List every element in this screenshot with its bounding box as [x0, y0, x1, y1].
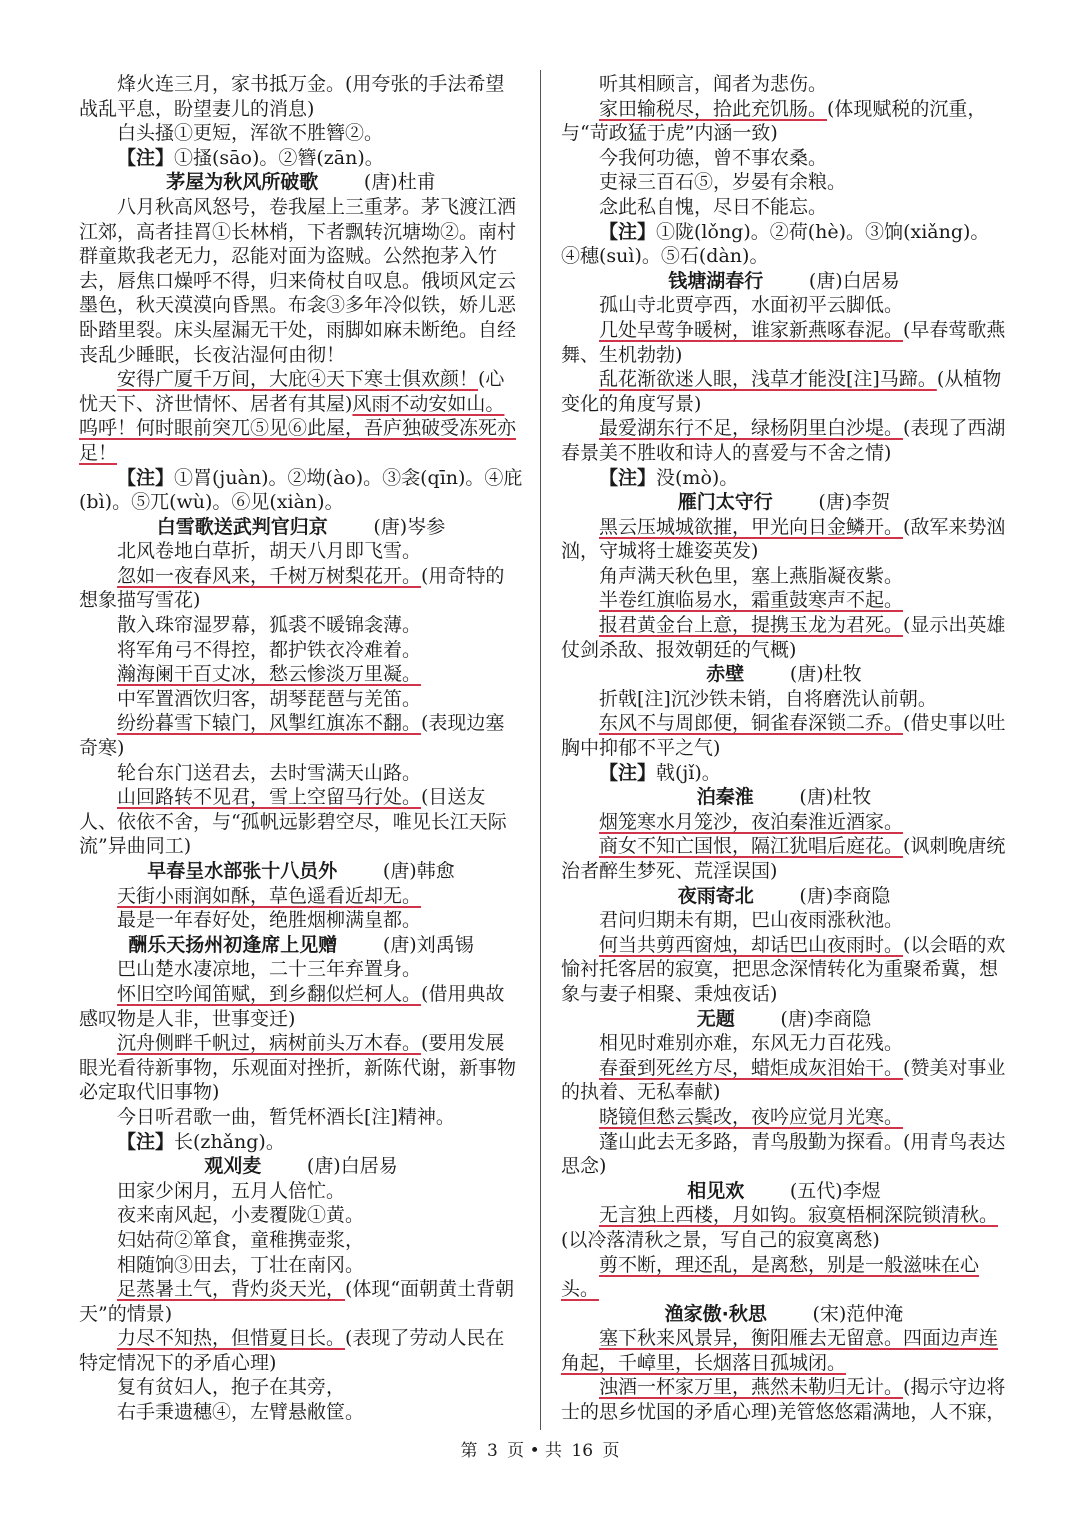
verse-line — [79, 564, 523, 613]
verse-line — [561, 1031, 1007, 1056]
verse-line — [79, 1203, 523, 1228]
poem-title: 茅屋为秋风所破歌 — [166, 171, 319, 194]
verse-line — [79, 1277, 523, 1326]
verse-commentary: (借用典故感叹物是人非，世事变迁) — [79, 982, 505, 1030]
verse-line — [79, 908, 523, 933]
verse-line — [79, 1031, 523, 1105]
poem-title-line — [79, 1154, 523, 1179]
note-label: 【注】 — [599, 220, 657, 243]
verse-commentary: (表现边塞奇寒) — [79, 712, 505, 760]
key-verse: 塞下秋来风景异，衡阳雁去无留意。四面边声连角起，千嶂里，长烟落日孤城闭。 — [561, 1327, 999, 1374]
key-verse: 浊酒一杯家万里，燕然未勒归无计。 — [599, 1376, 904, 1399]
verse-commentary: (体现“面朝黄土背朝天”的情景) — [79, 1278, 515, 1325]
verse-line — [561, 1056, 1007, 1105]
verse-line — [79, 662, 523, 687]
verse-text: 将军角弓不得控，都护铁衣冷难着。 — [117, 638, 422, 661]
key-verse: 晓镜但愁云鬓改，夜吟应觉月光寒。 — [599, 1105, 904, 1128]
key-verse: 怀旧空吟闻笛赋，到乡翻似烂柯人。 — [117, 982, 422, 1005]
poem-title: 相见欢 — [687, 1179, 745, 1202]
verse-text: 巴山楚水凄凉地，二十三年弃置身。 — [117, 958, 422, 981]
note-text: 没(mò)。 — [656, 466, 739, 489]
verse-line — [79, 1105, 523, 1130]
verse-line — [561, 1253, 1007, 1302]
verse-line — [561, 613, 1007, 662]
poem-author: (唐)李贺 — [818, 491, 891, 514]
verse-text: 妇姑荷②箪食，童稚携壶浆， — [117, 1228, 365, 1251]
verse-line — [561, 1130, 1007, 1179]
key-verse: 足蒸暑土气，背灼炎天光， — [117, 1278, 346, 1301]
verse-commentary: (早春莺歌燕舞、生机勃勃) — [561, 318, 1006, 366]
footer-total-pages: 16 — [571, 1441, 594, 1461]
verse-commentary: (目送友人、依依不舍，与“孤帆远影碧空尽，唯见长江天际流”异曲同工) — [79, 786, 507, 858]
verse-line — [561, 97, 1007, 146]
verse-line — [561, 195, 1007, 220]
annotation-note — [79, 1130, 523, 1155]
poem-title-line — [79, 515, 523, 540]
verse-line — [79, 1400, 523, 1425]
verse-line — [79, 1179, 523, 1204]
verse-line — [561, 810, 1007, 835]
verse-text: 君问归期未有期，巴山夜雨涨秋池。 — [599, 909, 904, 932]
verse-text: 蓬山此去无多路，青鸟殷勤为探看。 — [599, 1130, 904, 1153]
verse-line — [79, 72, 523, 121]
poem-author: (五代)李煜 — [789, 1179, 881, 1202]
poem-title-line — [79, 859, 523, 884]
annotation-note — [561, 466, 1007, 491]
poem-author: (唐)李商隐 — [799, 884, 891, 907]
verse-line — [79, 687, 523, 712]
poem-author: (唐)李商隐 — [780, 1007, 872, 1030]
key-verse: 烟笼寒水月笼沙，夜泊秦淮近酒家。 — [599, 810, 904, 833]
verse-text: 念此私自愧，尽日不能忘。 — [599, 195, 828, 218]
poem-author: (宋)范仲淹 — [812, 1302, 904, 1325]
verse-text: 最是一年春好处，绝胜烟柳满皇都。 — [117, 909, 422, 932]
note-label: 【注】 — [117, 146, 175, 169]
verse-text: 吏禄三百石⑤，岁晏有余粮。 — [599, 171, 847, 194]
key-verse: 瀚海阑干百丈冰，愁云惨淡万里凝。 — [117, 663, 422, 686]
poem-title: 无题 — [696, 1007, 735, 1030]
key-verse: 黑云压城城欲摧，甲光向日金鳞开。 — [599, 515, 904, 538]
annotation-note — [561, 761, 1007, 786]
key-verse: 沉舟侧畔千帆过，病树前头万木春。 — [117, 1032, 422, 1055]
note-text: 长(zhǎng)。 — [174, 1130, 285, 1153]
left-column — [79, 72, 523, 1425]
verse-text: 角声满天秋色里，塞上燕脂凝夜紫。 — [599, 564, 904, 587]
poem-title: 夜雨寄北 — [677, 884, 754, 907]
note-text: 戟(jǐ)。 — [656, 761, 721, 784]
verse-text: 折戟[注]沉沙铁未销，自将磨洗认前朝。 — [599, 687, 937, 710]
verse-line — [561, 293, 1007, 318]
key-verse: 乱花渐欲迷人眼，浅草才能没[注]马蹄。 — [599, 368, 937, 391]
verse-line — [561, 318, 1007, 367]
poem-title-line — [561, 1179, 1007, 1204]
verse-line — [79, 957, 523, 982]
key-verse: 风雨不动安如山。呜呼！何时眼前突兀⑤见⑥此屋，吾庐独破受冻死亦足！ — [79, 392, 517, 464]
verse-commentary: (借史事以吐胸中抑郁不平之气) — [561, 712, 1006, 760]
note-label: 【注】 — [117, 466, 175, 489]
verse-line — [79, 121, 523, 146]
verse-line — [561, 416, 1007, 465]
footer-prefix: 第 — [460, 1441, 478, 1461]
poem-title-line — [561, 884, 1007, 909]
poem-title: 泊秦淮 — [696, 786, 754, 809]
verse-line — [79, 982, 523, 1031]
key-verse: 忽如一夜春风来，千树万树梨花开。 — [117, 564, 422, 587]
poem-author: (唐)杜牧 — [799, 786, 872, 809]
verse-text: 右手秉遗穗④，左臂悬敝筐。 — [117, 1401, 365, 1424]
key-verse: 春蚕到死丝方尽，蜡炬成灰泪始干。 — [599, 1056, 904, 1079]
key-verse: 半卷红旗临易水，霜重鼓寒声不起。 — [599, 589, 904, 612]
verse-line — [561, 367, 1007, 416]
verse-commentary: (要用发展眼光看待新事物，乐观面对挫折，新陈代谢，新事物必定取代旧事物) — [79, 1032, 517, 1104]
poem-author: (唐)韩愈 — [382, 860, 455, 882]
key-verse: 家田输税尽，拾此充饥肠。 — [599, 97, 828, 120]
verse-text: 轮台东门送君去，去时雪满天山路。 — [117, 761, 422, 784]
note-label: 【注】 — [117, 1130, 175, 1153]
verse-commentary: (体现赋税的沉重，与“苛政猛于虎”内涵一致) — [561, 97, 987, 145]
key-verse: 无言独上西楼，月如钩。寂寞梧桐深院锁清秋。 — [599, 1204, 999, 1227]
verse-line — [561, 711, 1007, 760]
poem-title: 观刈麦 — [204, 1155, 262, 1178]
verse-text: 复有贫妇人，抱子在其旁， — [117, 1376, 346, 1399]
note-text: ①罥(juàn)。②坳(ào)。③衾(qīn)。④庇(bì)。⑤兀(wù)。⑥见(xiàn)。 — [79, 466, 523, 514]
verse-line — [79, 638, 523, 663]
verse-text: 夜来南风起，小麦覆陇①黄。 — [117, 1204, 365, 1227]
verse-commentary: (讽刺晚唐统治者醉生梦死、荒淫误国) — [561, 835, 1006, 882]
poem-title-line — [79, 933, 523, 958]
poem-title-line — [561, 785, 1007, 810]
verse-text: 羌管悠悠霜满地，人不寐， — [777, 1401, 1006, 1424]
verse-line — [561, 687, 1007, 712]
verse-line — [561, 908, 1007, 933]
key-verse: 安得广厦千万间，大庇④天下寒士俱欢颜！ — [117, 368, 479, 391]
verse-commentary: (表现了西湖春景美不胜收和诗人的喜爱与不舍之情) — [561, 417, 1006, 464]
verse-text: 白头搔①更短，浑欲不胜簪②。 — [117, 122, 384, 145]
verse-text: 北风卷地白草折，胡天八月即飞雪。 — [117, 540, 422, 563]
verse-line — [79, 761, 523, 786]
verse-commentary: (从植物变化的角度写景) — [561, 368, 1002, 415]
poem-title: 钱塘湖春行 — [668, 269, 764, 292]
key-verse: 几处早莺争暖树，谁家新燕啄春泥。 — [599, 318, 904, 341]
note-label: 【注】 — [599, 761, 657, 784]
verse-commentary: (赞美对事业的执着、无私奉献) — [561, 1056, 1006, 1104]
verse-line — [561, 72, 1007, 97]
poem-title-line — [561, 269, 1007, 294]
verse-line — [79, 1253, 523, 1278]
verse-commentary: (揭示守边将士的思乡忧国的矛盾心理) — [561, 1376, 1006, 1424]
key-verse: 力尽不知热，但惜夏日长。 — [117, 1327, 346, 1350]
key-verse: 何当共剪西窗烛，却话巴山夜雨时。 — [599, 933, 904, 956]
verse-commentary: (以会晤的欢愉衬托客居的寂寞，把思念深情转化为重聚希冀，想象与妻子相聚、秉烛夜话) — [561, 933, 1006, 1005]
footer-suffix: 页 — [602, 1441, 620, 1461]
verse-line — [561, 1105, 1007, 1130]
verse-text: 八月秋高风怒号，卷我屋上三重茅。茅飞渡江洒江郊，高者挂罥①长林梢，下者飘转沉塘坳②。南村群童欺我老无力，忍能对面为盗贼。公然抱茅入竹去，唇焦口燥呼不得，归来倚杖自叹息。俄顷风定云墨色，秋天漠漠向昏黑。布衾③多年冷似铁，娇儿恶卧踏里裂。床头屋漏无干处，雨脚如麻未断绝。自经丧乱少睡眠，长夜沾湿何由彻！ — [79, 195, 517, 366]
verse-line — [79, 1228, 523, 1253]
verse-line — [561, 834, 1007, 883]
verse-line — [561, 588, 1007, 613]
poem-author: (唐)白居易 — [808, 269, 900, 292]
verse-line — [561, 1203, 1007, 1252]
key-verse: 山回路转不见君，雪上空留马行处。 — [117, 786, 422, 809]
verse-text: 今日听君歌一曲，暂凭杯酒长[注]精神。 — [117, 1105, 455, 1128]
verse-line — [79, 367, 523, 465]
key-verse: 纷纷暮雪下辕门，风掣红旗冻不翻。 — [117, 712, 422, 735]
key-verse: 剪不断，理还乱，是离愁，别是一般滋味在心头。 — [561, 1253, 980, 1301]
note-text: ①陇(lǒng)。②荷(hè)。③饷(xiǎng)。④穗(suì)。⑤石(dàn)。 — [561, 220, 990, 268]
poem-author: (唐)杜牧 — [789, 663, 862, 686]
verse-text: 孤山寺北贾亭西，水面初平云脚低。 — [599, 294, 904, 317]
poem-title-line — [561, 1007, 1007, 1032]
page-footer — [0, 1436, 1080, 1461]
verse-text: 相随饷③田去，丁壮在南冈。 — [117, 1253, 365, 1276]
key-verse: 商女不知亡国恨，隔江犹唱后庭花。 — [599, 835, 904, 858]
footer-page-number: 3 — [486, 1441, 498, 1461]
verse-line — [561, 933, 1007, 1007]
verse-commentary: (敌军来势汹汹，守城将士雄姿英发) — [561, 515, 1006, 563]
verse-line — [79, 1375, 523, 1400]
verse-commentary: (心忧天下、济世情怀、居者有其屋) — [79, 368, 505, 415]
key-verse: 最爱湖东行不足，绿杨阴里白沙堤。 — [599, 417, 904, 440]
verse-commentary: (表现了劳动人民在特定情况下的矛盾心理) — [79, 1327, 505, 1374]
poem-author: (唐)白居易 — [306, 1155, 398, 1178]
verse-text: 听其相顾言，闻者为悲伤。 — [599, 73, 828, 95]
poem-title-line — [561, 1302, 1007, 1327]
verse-line — [79, 539, 523, 564]
verse-line — [79, 884, 523, 909]
verse-text: 相见时难别亦难，东风无力百花残。 — [599, 1032, 904, 1055]
verse-line — [79, 1326, 523, 1375]
verse-line — [561, 146, 1007, 171]
verse-commentary: (显示出英雄仗剑杀敌、报效朝廷的气概) — [561, 614, 1006, 661]
verse-text: 烽火连三月，家书抵万金。 — [117, 73, 346, 95]
poem-title: 雁门太守行 — [677, 491, 773, 514]
footer-mid: 页 • 共 — [507, 1441, 563, 1461]
column-divider — [540, 70, 541, 1430]
verse-commentary: (用夸张的手法希望战乱平息，盼望妻儿的消息) — [79, 73, 505, 120]
verse-text: 中军置酒饮归客，胡琴琵琶与羌笛。 — [117, 687, 422, 710]
poem-title-line — [561, 662, 1007, 687]
poem-title-line — [561, 490, 1007, 515]
right-column — [561, 72, 1007, 1425]
verse-line — [561, 515, 1007, 564]
verse-line — [79, 613, 523, 638]
poem-title: 白雪歌送武判官归京 — [156, 515, 328, 538]
poem-title-line — [79, 170, 523, 195]
key-verse: 天街小雨润如酥，草色遥看近却无。 — [117, 884, 422, 907]
poem-author: (唐)岑参 — [373, 515, 446, 538]
key-verse: 东风不与周郎便，铜雀春深锁二乔。 — [599, 712, 904, 735]
verse-commentary: (以冷落清秋之景，写自己的寂寞离愁) — [561, 1228, 880, 1251]
verse-text: 散入珠帘湿罗幕，狐裘不暖锦衾薄。 — [117, 614, 422, 637]
annotation-note — [561, 220, 1007, 269]
verse-line — [79, 711, 523, 760]
poem-author: (唐)杜甫 — [363, 171, 436, 194]
verse-commentary: (用奇特的想象描写雪花) — [79, 564, 505, 612]
verse-text: 今我何功德，曾不事农桑。 — [599, 146, 828, 169]
verse-line — [561, 1375, 1007, 1424]
poem-title: 赤壁 — [706, 663, 745, 686]
verse-line — [79, 785, 523, 859]
note-text: ①搔(sāo)。②簪(zān)。 — [174, 146, 384, 169]
note-label: 【注】 — [599, 466, 657, 489]
verse-line — [561, 1326, 1007, 1375]
key-verse: 报君黄金台上意，提携玉龙为君死。 — [599, 614, 904, 637]
poem-title: 早春呈水部张十八员外 — [147, 860, 338, 882]
annotation-note — [79, 146, 523, 171]
poem-title: 渔家傲·秋思 — [664, 1302, 767, 1325]
annotation-note — [79, 466, 523, 515]
poem-author: (唐)刘禹锡 — [382, 933, 474, 956]
verse-line — [561, 170, 1007, 195]
verse-text: 田家少闲月，五月人倍忙。 — [117, 1179, 346, 1202]
verse-line — [561, 564, 1007, 589]
verse-line — [79, 195, 523, 367]
verse-commentary: (用青鸟表达思念) — [561, 1130, 1006, 1178]
poem-title: 酬乐天扬州初逢席上见赠 — [128, 933, 338, 956]
